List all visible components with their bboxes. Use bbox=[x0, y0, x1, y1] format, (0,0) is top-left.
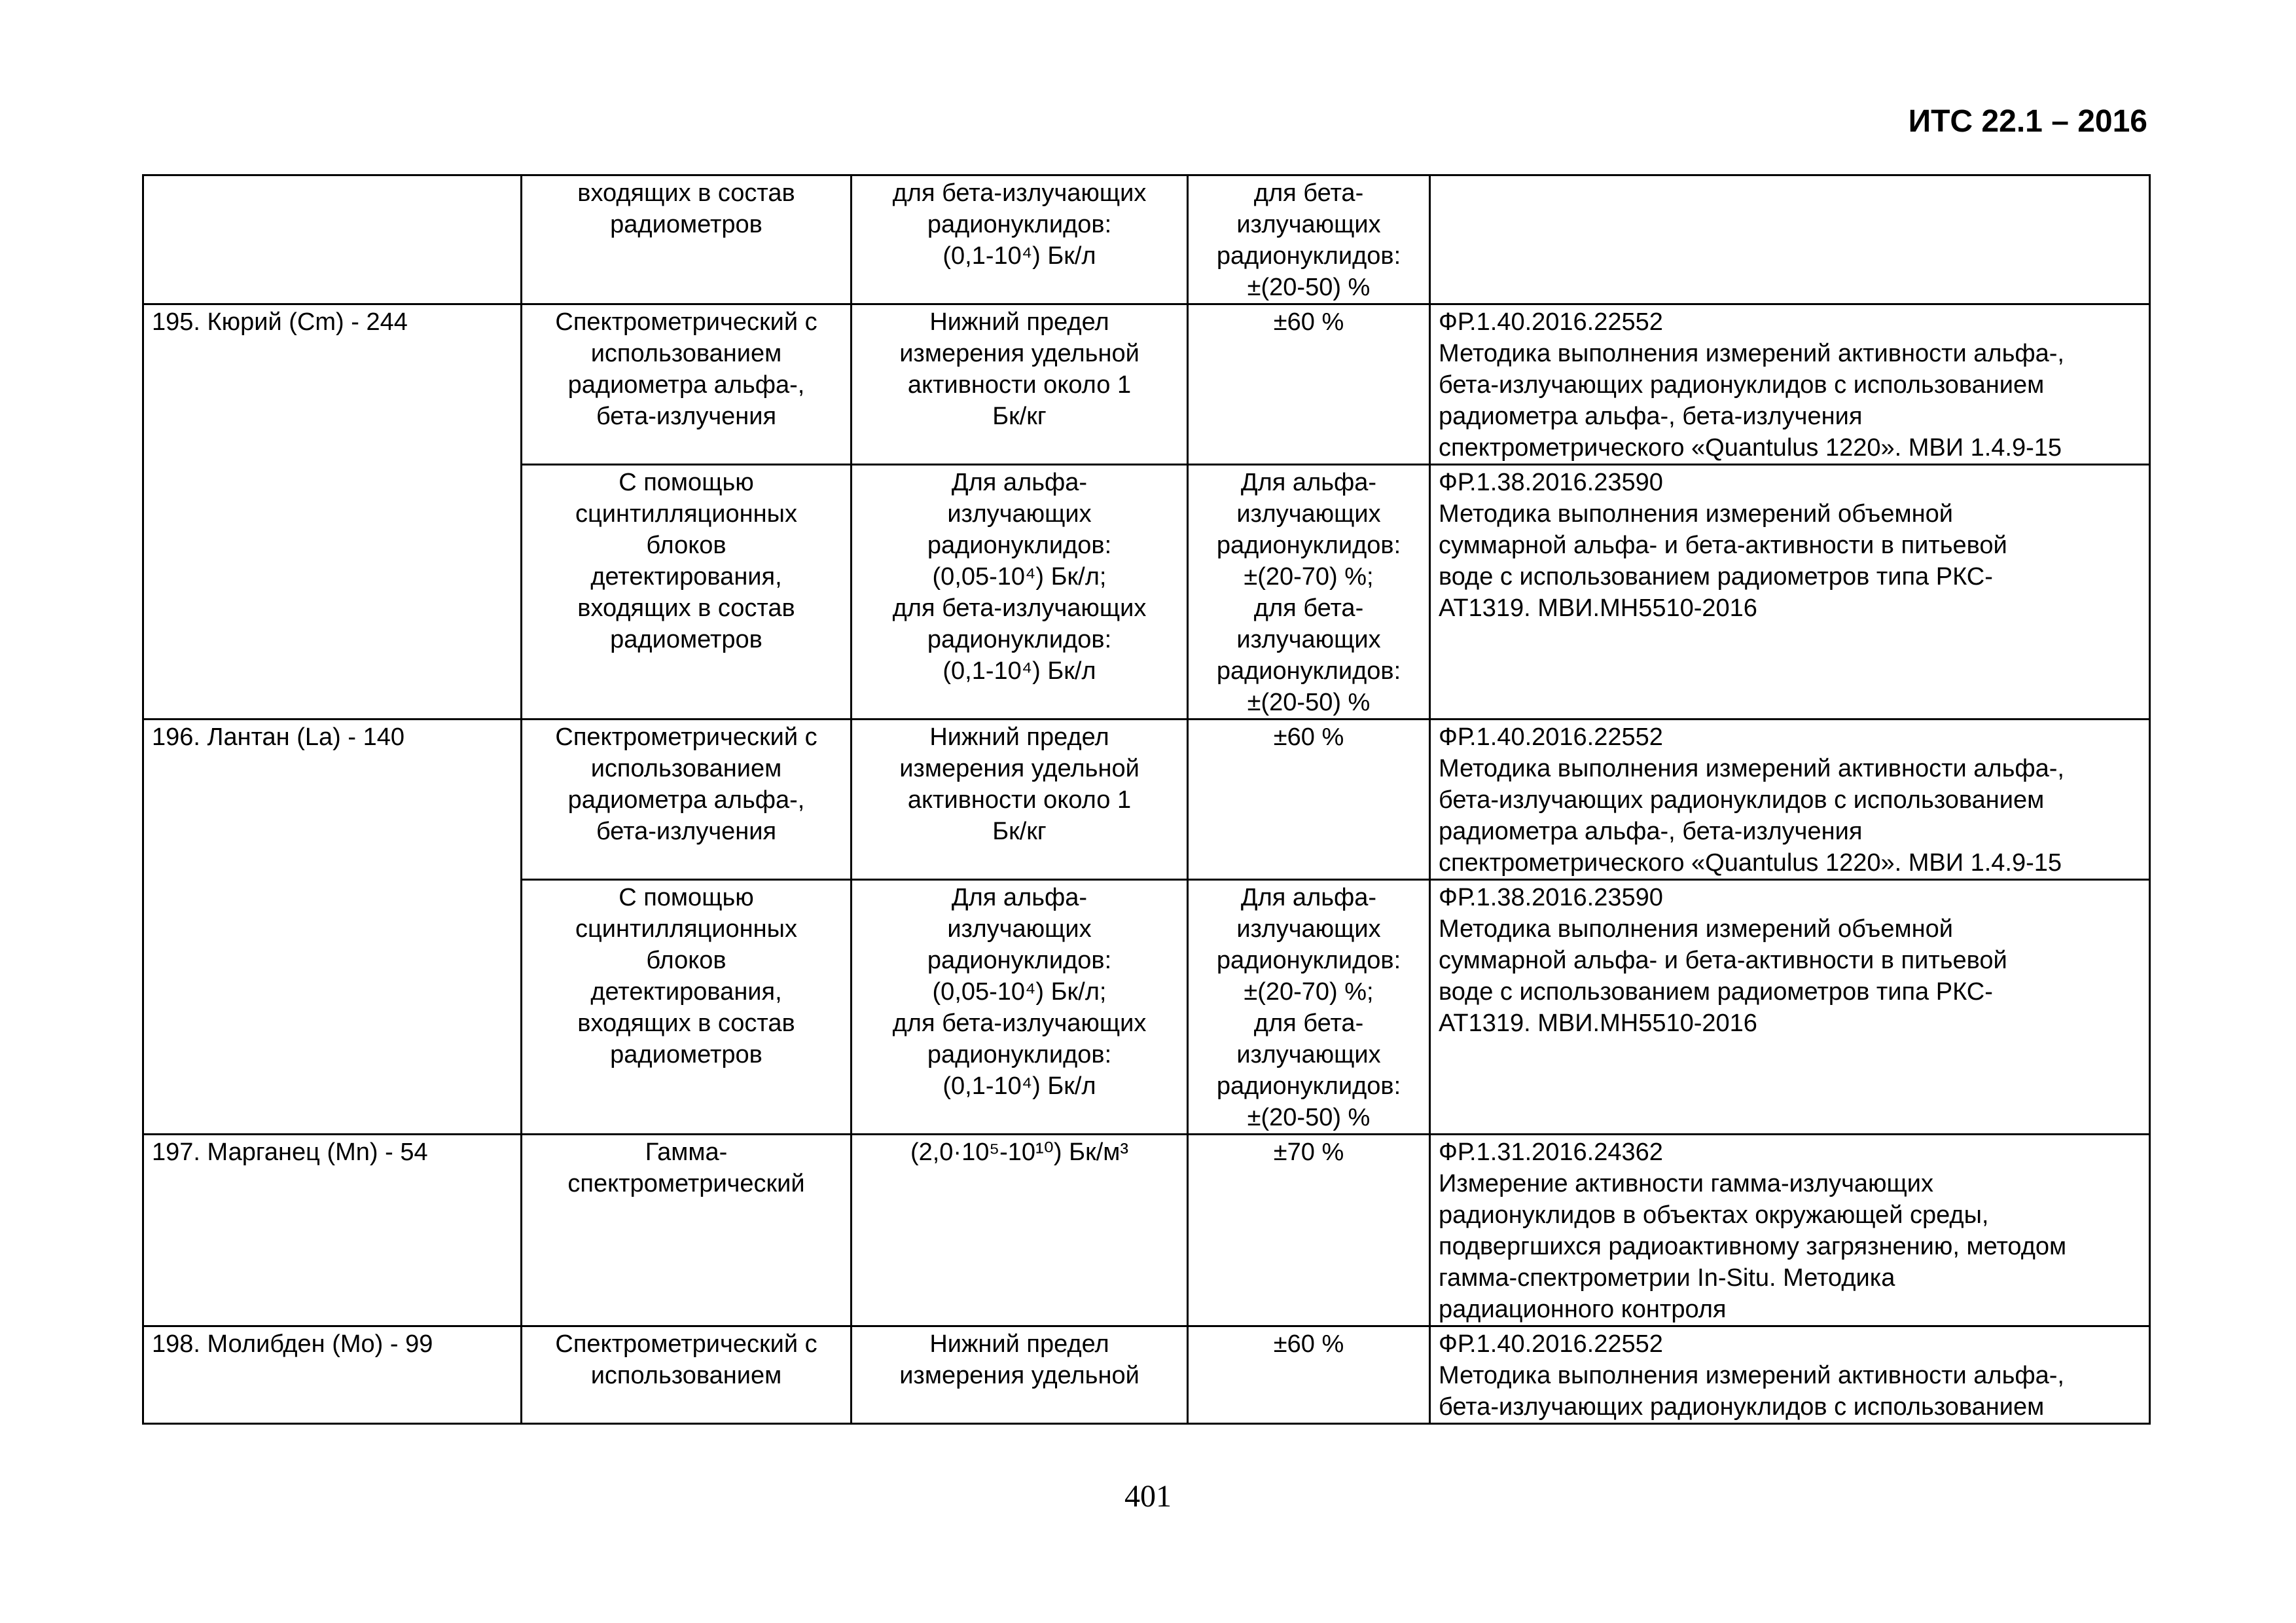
document-header-title: ИТС 22.1 – 2016 bbox=[1908, 104, 2147, 139]
nuclide-cell: 197. Марганец (Mn) - 54 bbox=[143, 1135, 522, 1326]
method-cell: Спектрометрический с использованием радиометра альфа-, бета-излучения bbox=[522, 720, 852, 880]
method-cell: Спектрометрический с использованием радиометра альфа-, бета-излучения bbox=[522, 304, 852, 465]
document-cell: ФР.1.40.2016.22552 Методика выполнения измерений активности альфа-, бета-излучающих радионуклидов с использованием bbox=[1430, 1326, 2150, 1424]
nuclide-cell: 195. Кюрий (Cm) - 244 bbox=[143, 304, 522, 720]
table-row bbox=[143, 304, 2150, 465]
nuclide-cell: 196. Лантан (La) - 140 bbox=[143, 720, 522, 1135]
methods-table bbox=[142, 174, 2151, 1425]
error-cell: ±60 % bbox=[1188, 1326, 1430, 1424]
document-cell: ФР.1.40.2016.22552 Методика выполнения измерений активности альфа-, бета-излучающих радионуклидов с использованием радиометра альфа-, бета-излучения спектрометрического «Quantulus 1220». МВИ 1.4.9-15 bbox=[1430, 304, 2150, 465]
error-cell: ±60 % bbox=[1188, 304, 1430, 465]
table-row bbox=[143, 1135, 2150, 1326]
range-cell: (2,0·10⁵-10¹⁰) Бк/м³ bbox=[852, 1135, 1188, 1326]
page-number: 401 bbox=[1124, 1479, 1172, 1514]
method-cell: Гамма- спектрометрический bbox=[522, 1135, 852, 1326]
method-cell: С помощью сцинтилляционных блоков детектирования, входящих в состав радиометров bbox=[522, 880, 852, 1135]
error-cell: для бета- излучающих радионуклидов: ±(20-50) % bbox=[1188, 175, 1430, 304]
nuclide-cell bbox=[143, 175, 522, 304]
range-cell: для бета-излучающих радионуклидов: (0,1-10⁴) Бк/л bbox=[852, 175, 1188, 304]
range-cell: Нижний предел измерения удельной bbox=[852, 1326, 1188, 1424]
method-cell: входящих в состав радиометров bbox=[522, 175, 852, 304]
table-row bbox=[143, 720, 2150, 880]
range-cell: Нижний предел измерения удельной активности около 1 Бк/кг bbox=[852, 304, 1188, 465]
document-cell bbox=[1430, 175, 2150, 304]
document-cell: ФР.1.40.2016.22552 Методика выполнения измерений активности альфа-, бета-излучающих радионуклидов с использованием радиометра альфа-, бета-излучения спектрометрического «Quantulus 1220». МВИ 1.4.9-15 bbox=[1430, 720, 2150, 880]
error-cell: ±60 % bbox=[1188, 720, 1430, 880]
range-cell: Нижний предел измерения удельной активности около 1 Бк/кг bbox=[852, 720, 1188, 880]
error-cell: ±70 % bbox=[1188, 1135, 1430, 1326]
range-cell: Для альфа- излучающих радионуклидов: (0,05-10⁴) Бк/л; для бета-излучающих радионуклидов: (0,1-10⁴) Бк/л bbox=[852, 465, 1188, 720]
table-row-continuation bbox=[143, 175, 2150, 304]
method-cell: С помощью сцинтилляционных блоков детектирования, входящих в состав радиометров bbox=[522, 465, 852, 720]
error-cell: Для альфа- излучающих радионуклидов: ±(20-70) %; для бета- излучающих радионуклидов: ±(20-50) % bbox=[1188, 465, 1430, 720]
error-cell: Для альфа- излучающих радионуклидов: ±(20-70) %; для бета- излучающих радионуклидов: ±(20-50) % bbox=[1188, 880, 1430, 1135]
document-cell: ФР.1.31.2016.24362 Измерение активности гамма-излучающих радионуклидов в объектах окружающей среды, подвергшихся радиоактивному загрязнению, методом гамма-спектрометрии In-Situ. Методика радиационного контроля bbox=[1430, 1135, 2150, 1326]
range-cell: Для альфа- излучающих радионуклидов: (0,05-10⁴) Бк/л; для бета-излучающих радионуклидов: (0,1-10⁴) Бк/л bbox=[852, 880, 1188, 1135]
nuclide-cell: 198. Молибден (Mo) - 99 bbox=[143, 1326, 522, 1424]
method-cell: Спектрометрический с использованием bbox=[522, 1326, 852, 1424]
table-row bbox=[143, 1326, 2150, 1424]
document-cell: ФР.1.38.2016.23590 Методика выполнения измерений объемной суммарной альфа- и бета-активности в питьевой воде с использованием радиометров типа РКС- АТ1319. МВИ.МН5510-2016 bbox=[1430, 880, 2150, 1135]
document-cell: ФР.1.38.2016.23590 Методика выполнения измерений объемной суммарной альфа- и бета-активности в питьевой воде с использованием радиометров типа РКС- АТ1319. МВИ.МН5510-2016 bbox=[1430, 465, 2150, 720]
